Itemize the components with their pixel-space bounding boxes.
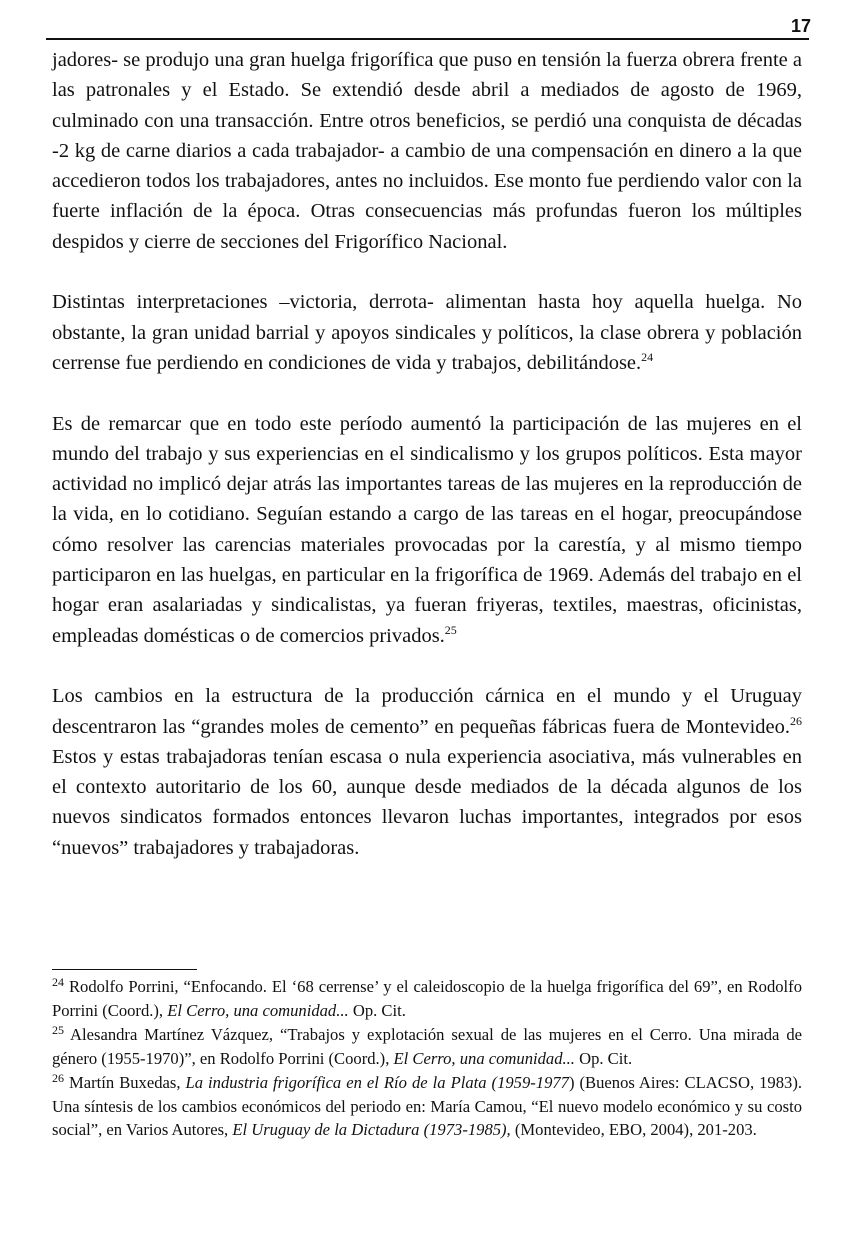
paragraph-text: Es de remarcar que en todo este período aumentó la participación de las mujeres en el mundo del trabajo y sus experiencias en el sindicalismo y los grupos políticos. Esta mayor actividad no implicó dejar atrás las importantes tareas de las mujeres en la reproducción de la vida, en lo cotidiano. Seguían estando a cargo de las tareas en el hogar, preocupándose cómo resolver las carencias materiales provocadas por la carestía, y al mismo tiempo participaron en las huelgas, en particular en la frigorífica de 1969. Además del trabajo en el hogar eran asalariadas y sindicalistas, ya fueran friyeras, textiles, maestras, oficinistas, empleadas domésticas o de comercios privados. — [52, 412, 802, 647]
footnote-separator — [52, 969, 197, 970]
footnote-text: Op. Cit. — [574, 1048, 633, 1068]
footnote-text: ) (Buenos Aires: CLACSO, 1983). Una síntesis de los cambios económicos del periodo en: María Camou, “El nuevo modelo económico y su costo social”, en Varios Autores, — [52, 1072, 802, 1140]
footnote-title: La industria frigorífica en el Río de la Plata (1959-1977 — [185, 1072, 569, 1092]
paragraph-4 — [52, 681, 802, 863]
page-number: 17 — [790, 16, 811, 36]
footnote-text: (Montevideo, EBO, 2004), 201-203. — [510, 1120, 757, 1140]
paragraph-3 — [52, 409, 802, 651]
footnote-text: Rodolfo Porrini, “Enfocando. El ‘68 cerrense’ y el caleidoscopio de la huelga frigorífica del 69”, en Rodolfo Porrini (Coord.), — [52, 977, 802, 1020]
footnote-number: 24 — [52, 975, 64, 989]
paragraph-text: jadores- se produjo una gran huelga frigorífica que puso en tensión la fuerza obrera frente a las patronales y el Estado. Se extendió desde abril a mediados de agosto de 1969, culminado con una transacción. Entre otros beneficios, se perdió una conquista de décadas -2 kg de carne diarios a cada trabajador- a cambio de una compensación en dinero a la que accedieron todos los trabajadores, antes no incluidos. Ese monto fue perdiendo valor con la fuerte inflación de la época. Otras consecuencias más profundas fueron los múltiples despidos y cierre de secciones del Frigorífico Nacional. — [52, 49, 802, 253]
footnote-title: El Cerro, una comunidad... — [167, 1000, 349, 1020]
footnote-text: Op. Cit. — [348, 1000, 406, 1020]
paragraph-text: Los cambios en la estructura de la producción cárnica en el mundo y el Uruguay descentraron las “grandes moles de cemento” en pequeñas fábricas fuera de Montevideo. — [52, 685, 802, 738]
paragraph-text: Estos y estas trabajadoras tenían escasa o nula experiencia asociativa, más vulnerables en el contexto autoritario de los 60, aunque desde mediados de la década algunos de los nuevos sindicatos formados entonces llevaron luchas importantes, integrados por esos “nuevos” trabajadores y trabajadoras. — [52, 745, 802, 859]
header-rule — [46, 38, 809, 40]
footnote-24 — [52, 975, 802, 1023]
footnote-ref-26: 26 — [790, 713, 802, 728]
footnote-title: El Cerro, una comunidad... — [393, 1048, 575, 1068]
footnote-ref-24: 24 — [641, 350, 654, 365]
body-text — [52, 45, 802, 863]
footnote-ref-25: 25 — [444, 622, 457, 637]
footnote-26 — [52, 1071, 802, 1143]
footnote-title: El Uruguay de la Dictadura (1973-1985), — [232, 1120, 511, 1140]
footnote-25 — [52, 1023, 802, 1071]
footnote-text: Alesandra Martínez Vázquez, “Trabajos y explotación sexual de las mujeres en el Cerro. Una mirada de género (1955-1970)”, en Rodolfo Porrini (Coord.), — [52, 1024, 802, 1068]
paragraph-text: Distintas interpretaciones –victoria, derrota- alimentan hasta hoy aquella huelga. No obstante, la gran unidad barrial y apoyos sindicales y políticos, la clase obrera y población cerrense fue perdiendo en condiciones de vida y trabajos, debilitándose. — [52, 291, 802, 374]
paragraph-2 — [52, 287, 802, 378]
footnotes — [52, 975, 802, 1142]
footnote-number: 26 — [52, 1070, 64, 1085]
footnote-number: 25 — [52, 1022, 64, 1037]
paragraph-1 — [52, 45, 802, 257]
footnote-text: Martín Buxedas, — [64, 1072, 186, 1092]
